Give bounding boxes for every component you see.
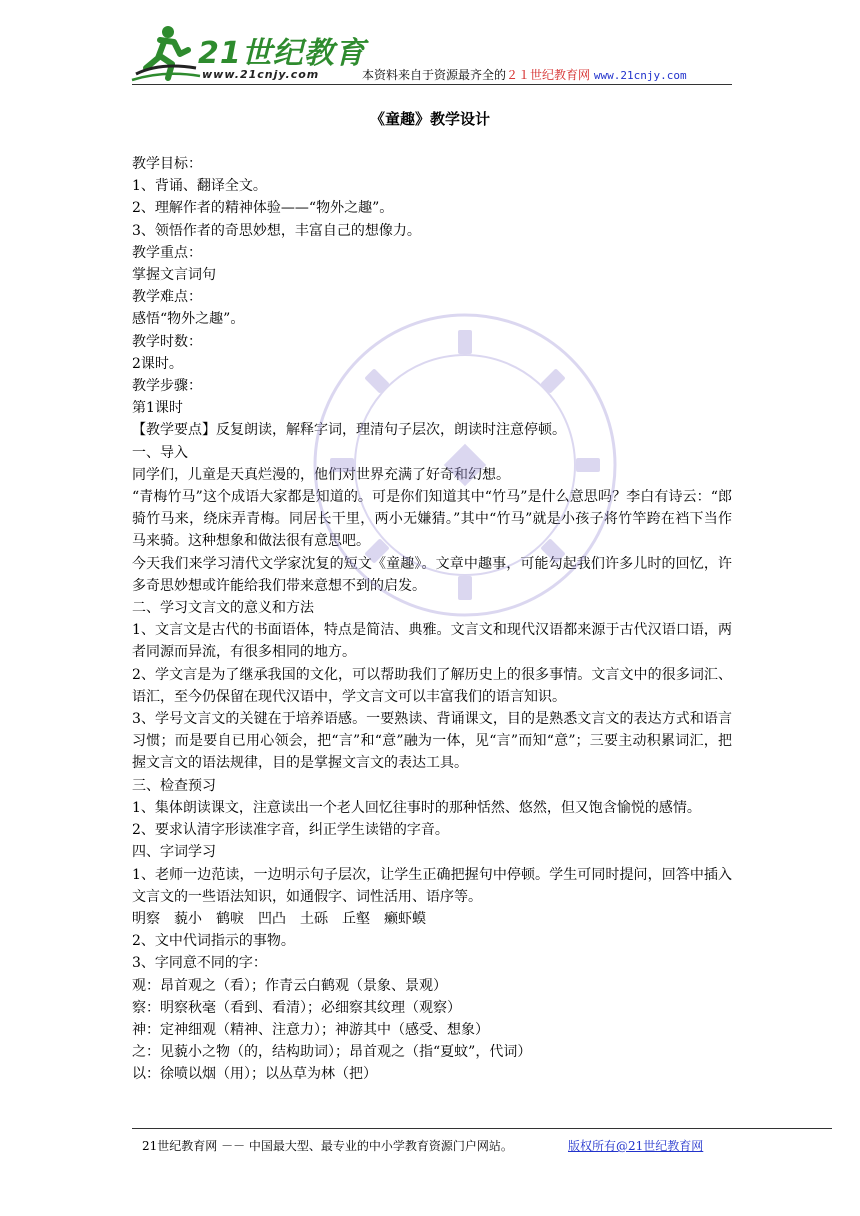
logo-url: www.21cnjy.com [202,68,320,81]
tagline-url-link[interactable]: www.21cnjy.com [593,69,687,82]
line-section-4: 四、字词学习 [132,844,216,861]
vocab-entry: 察：明察秋毫（看到、看清）；必细察其纹理（观察） [132,999,461,1016]
runner-logo-icon [130,24,202,84]
line-steps-heading: 教学步骤： [132,378,202,395]
line-hours: 2课时。 [132,355,183,372]
paragraph: 2、要求认清字形读准字音，纠正学生读错的字音。 [132,822,449,839]
paragraph: 同学们，儿童是天真烂漫的，他们对世界充满了好奇和幻想。 [132,466,510,483]
paragraph: 1、文言文是古代的书面语体，特点是简洁、典雅。文言文和现代汉语都来源于古代汉语口语，两者同源而异流，有很多相同的地方。 [132,622,732,661]
site-logo [130,24,370,86]
line-hours-heading: 教学时数： [132,333,202,350]
vocab-entry: 以：徐喷以烟（用）；以丛草为林（把） [132,1066,377,1083]
vocab-entry: 之：见藐小之物（的，结构助词）；昂首观之（指“夏蚊”，代词） [132,1044,532,1061]
header-tagline [362,66,687,83]
vocab-entry: 观：昂首观之（看）；作青云白鹤观（景象、景观） [132,977,447,994]
paragraph: 1、集体朗读课文，注意读出一个老人回忆往事时的那种恬然、悠然，但又饱含愉悦的感情。 [132,799,701,816]
line-difficulty-heading: 教学难点： [132,289,202,306]
line-lesson-1: 第1课时 [132,400,183,417]
footer-divider [132,1128,832,1129]
paragraph: “青梅竹马”这个成语大家都是知道的。可是你们知道其中“竹马”是什么意思吗？李白有诗云：“郎骑竹马来，绕床弄青梅。同居长干里，两小无嫌猜。”其中“竹马”就是小孩子将竹竿跨在裆下当作马来骑。这种想象和做法很有意思吧。 [132,489,732,550]
paragraph: 1、老师一边范读，一边明示句子层次，让学生正确把握句中停顿。学生可同时提问，回答中插入文言文的一些语法知识，如通假字、词性活用、语序等。 [132,866,732,905]
line-objective-1: 1、背诵、翻译全文。 [132,178,267,195]
line-objective-2: 2、理解作者的精神体验——“物外之趣”。 [132,200,394,217]
line-key-points: 掌握文言词句 [132,267,216,284]
document-body [132,153,732,1086]
copyright-link[interactable]: 版权所有@21世纪教育网 [568,1139,704,1153]
paragraph: 2、文中代词指示的事物。 [132,933,295,950]
line-section-2: 二、学习文言文的意义和方法 [132,600,314,617]
line-teaching-points: 【教学要点】反复朗读，解释字词，理清句子层次，朗读时注意停顿。 [132,422,566,439]
footer-text: 21世纪教育网 －－ 中国最大型、最专业的中小学教育资源门户网站。 [142,1139,513,1153]
line-section-3: 三、检查预习 [132,777,216,794]
paragraph: 2、学文言是为了继承我国的文化，可以帮助我们了解历史上的很多事情。文言文中的很多词汇、语汇，至今仍保留在现代汉语中，学文言文可以丰富我们的语言知识。 [132,666,732,705]
header-divider [132,84,732,85]
logo-text: 21世纪教育 [198,36,366,71]
paragraph: 今天我们来学习清代文学家沈复的短文《童趣》。文章中趣事，可能勾起我们许多儿时的回忆，许多奇思妙想或许能给我们带来意想不到的启发。 [132,555,732,594]
paragraph: 3、学号文言文的关键在于培养语感。一要熟读、背诵课文，目的是熟悉文言文的表达方式和语言习惯；而是要自已用心领会，把“言”和“意”融为一体，见“言”而知“意”；三要主动积累词汇，把握文言文的语法规律，目的是掌握文言文的表达工具。 [132,711,732,772]
tagline-brand: ２１世纪教育网 [506,68,591,82]
line-section-1: 一、导入 [132,444,188,461]
page-header [0,0,860,90]
tagline-prefix: 本资料来自于资源最齐全的 [362,68,507,82]
line-objectives-heading: 教学目标： [132,156,202,172]
line-objective-3: 3、领悟作者的奇思妙想，丰富自己的想像力。 [132,222,421,239]
vocab-list: 明察 藐小 鹤唳 凹凸 土砾 丘壑 癞虾蟆 [132,910,426,927]
vocab-entry: 神：定神细观（精神、注意力）；神游其中（感受、想象） [132,1021,489,1038]
paragraph: 3、字同意不同的字： [132,955,267,972]
line-difficulty: 感悟“物外之趣”。 [132,311,245,328]
line-key-points-heading: 教学重点： [132,244,202,261]
document-title: 《童趣》教学设计 [369,110,490,128]
